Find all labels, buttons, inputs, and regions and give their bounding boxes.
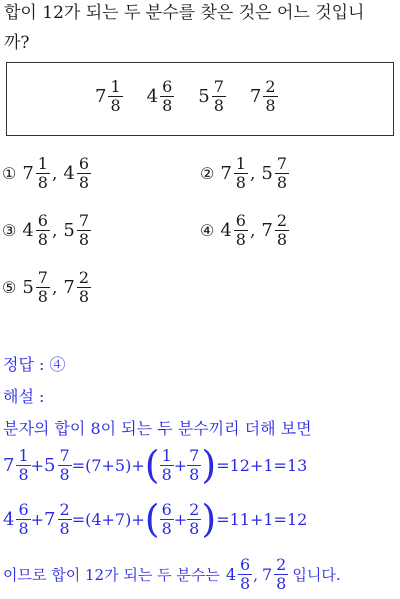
explanation-label: 해설 : xyxy=(3,387,45,406)
box-fraction: 7 $\frac{1}{8}$ xyxy=(95,77,121,115)
box-fraction: 4 $\frac{6}{8}$ xyxy=(146,77,173,115)
option-2[interactable]: ② 7 $\frac{1}{8}$ , 5 $\frac{7}{8}$ xyxy=(200,154,288,192)
fraction-box xyxy=(6,62,394,136)
box-fraction: 5 $\frac{7}{8}$ xyxy=(198,77,224,115)
explanation-intro: 분자의 합이 8이 되는 두 분수끼리 더해 보면 xyxy=(3,419,312,438)
option-4[interactable]: ④ 4 $\frac{6}{8}$ , 7 $\frac{2}{8}$ xyxy=(200,211,288,249)
option-1[interactable]: ① 7 $\frac{1}{8}$ , 4 $\frac{6}{8}$ xyxy=(2,154,90,192)
box-fraction: 7 $\frac{2}{8}$ xyxy=(249,77,276,115)
equation-1: 7 $\frac{1}{8}$ + 5 $\frac{7}{8}$ =(7+5)+ ( $\frac{1}{8}$ + $\frac{7}{8}$ ) =12+1=13 xyxy=(3,443,308,487)
option-5[interactable]: ⑤ 5 $\frac{7}{8}$ , 7 $\frac{2}{8}$ xyxy=(2,268,90,306)
conclusion: 이므로 합이 12가 되는 두 분수는 4 $\frac{6}{8}$ , 7 $\frac{2}{8}$ 입니다. xyxy=(3,555,341,593)
equation-2: 4 $\frac{6}{8}$ + 7 $\frac{2}{8}$ =(4+7)+ ( $\frac{6}{8}$ + $\frac{2}{8}$ ) =11+1=12 xyxy=(3,497,308,541)
answer-label: 정답 : ④ xyxy=(3,355,66,374)
option-3[interactable]: ③ 4 $\frac{6}{8}$ , 5 $\frac{7}{8}$ xyxy=(2,211,90,249)
question-text xyxy=(4,0,364,58)
question-line-2: 까? xyxy=(4,33,30,53)
question-line-1: 합이 12가 되는 두 분수를 찾은 것은 어느 것입니 xyxy=(4,3,365,23)
